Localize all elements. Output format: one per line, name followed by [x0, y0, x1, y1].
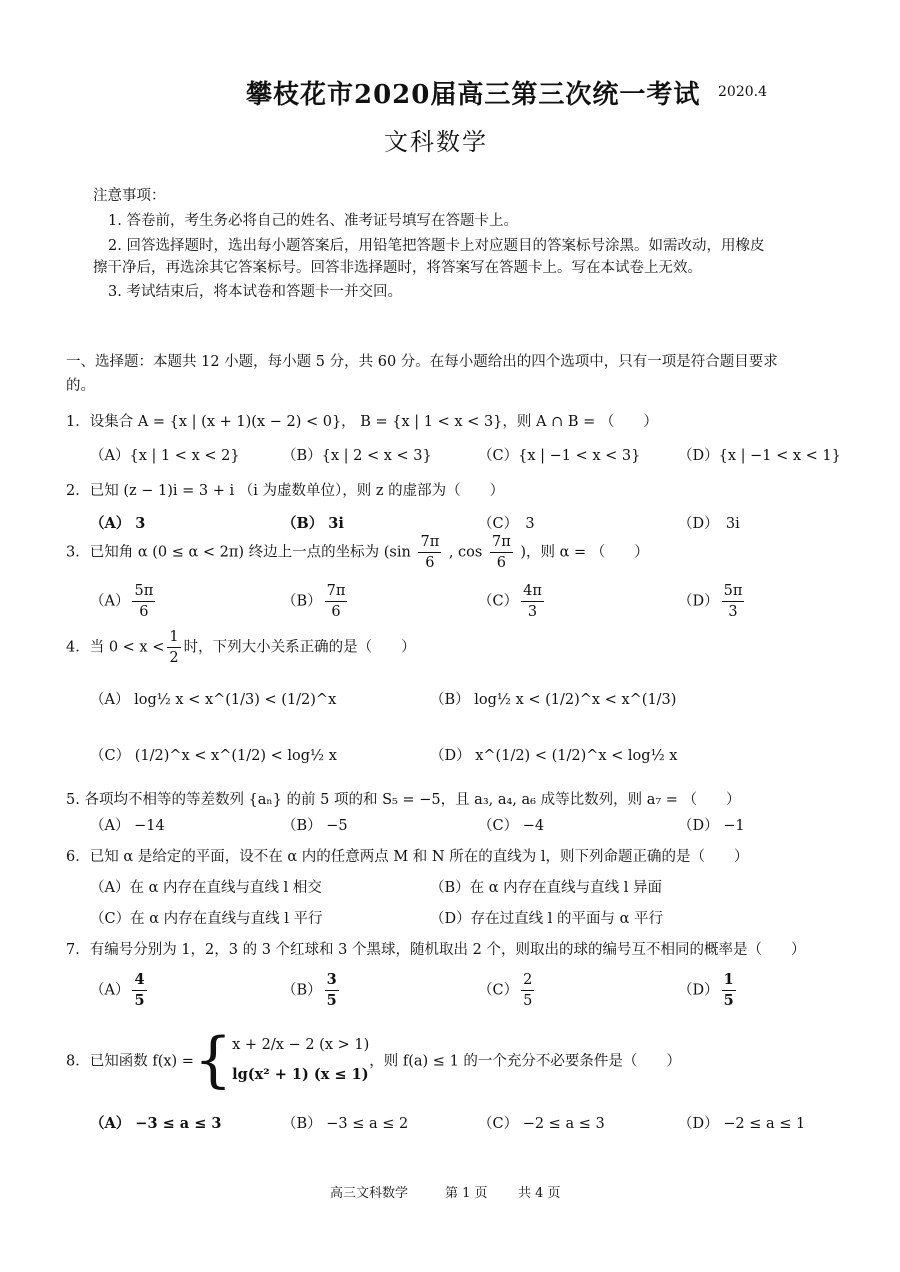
- notice-item-3: 3. 考试结束后，将本试卷和答题卡一并交回。: [108, 284, 402, 300]
- question-5-option-b: （B） −5: [282, 818, 348, 834]
- notice-item-2b: 擦干净后，再选涂其它答案标号。回答非选择题时，将答案写在答题卡上。写在本试卷上无效。: [93, 260, 702, 276]
- question-6-option-a: （A）在 α 内存在直线与直线 l 相交: [90, 880, 322, 896]
- question-5-option-d: （D） −1: [678, 818, 745, 834]
- question-4-option-b: （B） log½ x < (1/2)^x < x^(1/3): [430, 692, 677, 708]
- question-7-option-b: （B） $\frac{3}{5}$: [282, 971, 337, 1009]
- question-2-option-b: （B） 3i: [282, 515, 344, 532]
- question-5-option-c: （C） −4: [478, 818, 545, 834]
- footer-subject: 高三文科数学: [330, 1186, 409, 1201]
- question-3-stem-pre: 3．已知角 α (0 ≤ α < 2π) 终边上一点的坐标为 (sin: [66, 544, 411, 561]
- question-4-option-a: （A） log½ x < x^(1/3) < (1/2)^x: [90, 692, 337, 708]
- question-6-option-c: （C）在 α 内存在直线与直线 l 平行: [90, 911, 323, 927]
- exam-title: 攀枝花市2020届高三第三次统一考试: [246, 80, 701, 110]
- question-2-option-c: （C） 3: [478, 516, 535, 532]
- notice-item-1: 1. 答卷前，考生务必将自己的姓名、准考证号填写在答题卡上。: [108, 213, 518, 229]
- question-1-option-a: （A）{x | 1 < x < 2}: [90, 448, 240, 464]
- question-7-option-c: （C） $\frac{2}{5}$: [478, 972, 533, 1009]
- question-3-fraction: $\frac{7\pi}{6}$: [420, 534, 440, 571]
- notice-heading: 注意事项：: [93, 188, 166, 204]
- section-heading-line1: 一、选择题：本题共 12 小题，每小题 5 分，共 60 分。在每小题给出的四个选项中，只有一项是符合题目要求: [66, 354, 778, 370]
- question-4-option-c: （C） (1/2)^x < x^(1/2) < log½ x: [90, 748, 337, 764]
- question-2-option-d: （D） 3i: [678, 516, 740, 532]
- question-7-option-d: （D） $\frac{1}{5}$: [678, 971, 734, 1009]
- question-5-stem: 5. 各项均不相等的等差数列 {aₙ} 的前 5 项的和 S₅ = −5，且 a₃, a₄, a₆ 成等比数列，则 a₇ = （ ）: [66, 792, 741, 808]
- question-3-fraction-2: $\frac{7\pi}{6}$: [491, 534, 511, 571]
- question-3-stem-mid: , cos: [448, 544, 483, 561]
- question-4-stem: 4．当 0 < x < $\frac{1}{2}$ 时，下列大小关系正确的是（ ）: [66, 629, 416, 666]
- question-3-option-c: （C） $\frac{4\pi}{3}$: [478, 583, 542, 620]
- question-3-option-a: （A） $\frac{5\pi}{6}$: [90, 583, 154, 620]
- exam-subject: 文科数学: [384, 128, 488, 156]
- question-6-stem: 6．已知 α 是给定的平面，设不在 α 内的任意两点 M 和 N 所在的直线为 l，则下列命题正确的是（ ）: [66, 849, 749, 865]
- exam-date: 2020.4: [718, 84, 767, 100]
- question-2-stem: 2．已知 (z − 1)i = 3 + i （i 为虚数单位），则 z 的虚部为（ ）: [66, 483, 505, 499]
- question-8-option-b: （B） −3 ≤ a ≤ 2: [282, 1116, 409, 1132]
- question-1-option-c: （C）{x | −1 < x < 3}: [478, 448, 641, 464]
- question-8-case-2: lg(x² + 1) (x ≤ 1): [232, 1066, 369, 1083]
- question-8-stem: 8．已知函数 f(x) ={ x + 2/x − 2 (x > 1) lg(x² + 1) (x ≤ 1) ，则 f(a) ≤ 1 的一个充分不必要条件是（ ）: [66, 1025, 681, 1095]
- question-2-option-a: （A） 3: [90, 515, 146, 532]
- question-4-option-d: （D） x^(1/2) < (1/2)^x < log½ x: [430, 748, 678, 764]
- question-8-option-a: （A） −3 ≤ a ≤ 3: [90, 1115, 222, 1132]
- question-3-option-d: （D） $\frac{5\pi}{3}$: [678, 583, 743, 620]
- question-3-stem-post: )，则 α = （ ）: [520, 544, 649, 561]
- footer-total: 共 4 页: [518, 1186, 561, 1201]
- question-7-stem: 7．有编号分别为 1，2，3 的 3 个红球和 3 个黑球，随机取出 2 个，则取出的球的编号互不相同的概率是（ ）: [66, 942, 806, 958]
- question-1-stem: 1．设集合 A = {x | (x + 1)(x − 2) < 0}， B = {x | 1 < x < 3}，则 A ∩ B = （ ）: [66, 414, 658, 430]
- question-8-option-c: （C） −2 ≤ a ≤ 3: [478, 1116, 605, 1132]
- question-8-case-1: x + 2/x − 2 (x > 1): [232, 1037, 370, 1053]
- notice-item-2a: 2. 回答选择题时，选出每小题答案后，用铅笔把答题卡上对应题目的答案标号涂黑。如需改动，用橡皮: [108, 238, 765, 254]
- question-8-option-d: （D） −2 ≤ a ≤ 1: [678, 1116, 806, 1132]
- section-heading-line2: 的。: [66, 378, 95, 394]
- question-6-option-b: （B）在 α 内存在直线与直线 l 异面: [430, 880, 663, 896]
- question-6-option-d: （D）存在过直线 l 的平面与 α 平行: [430, 911, 663, 927]
- footer-page: 第 1 页: [445, 1186, 488, 1201]
- question-7-option-a: （A） $\frac{4}{5}$: [90, 971, 145, 1009]
- question-1-option-b: （B）{x | 2 < x < 3}: [282, 448, 432, 464]
- question-3-stem: [66, 532, 649, 573]
- question-5-option-a: （A） −14: [90, 818, 165, 834]
- question-1-option-d: （D）{x | −1 < x < 1}: [678, 448, 841, 464]
- question-3-option-b: （B） $\frac{7\pi}{6}$: [282, 583, 346, 620]
